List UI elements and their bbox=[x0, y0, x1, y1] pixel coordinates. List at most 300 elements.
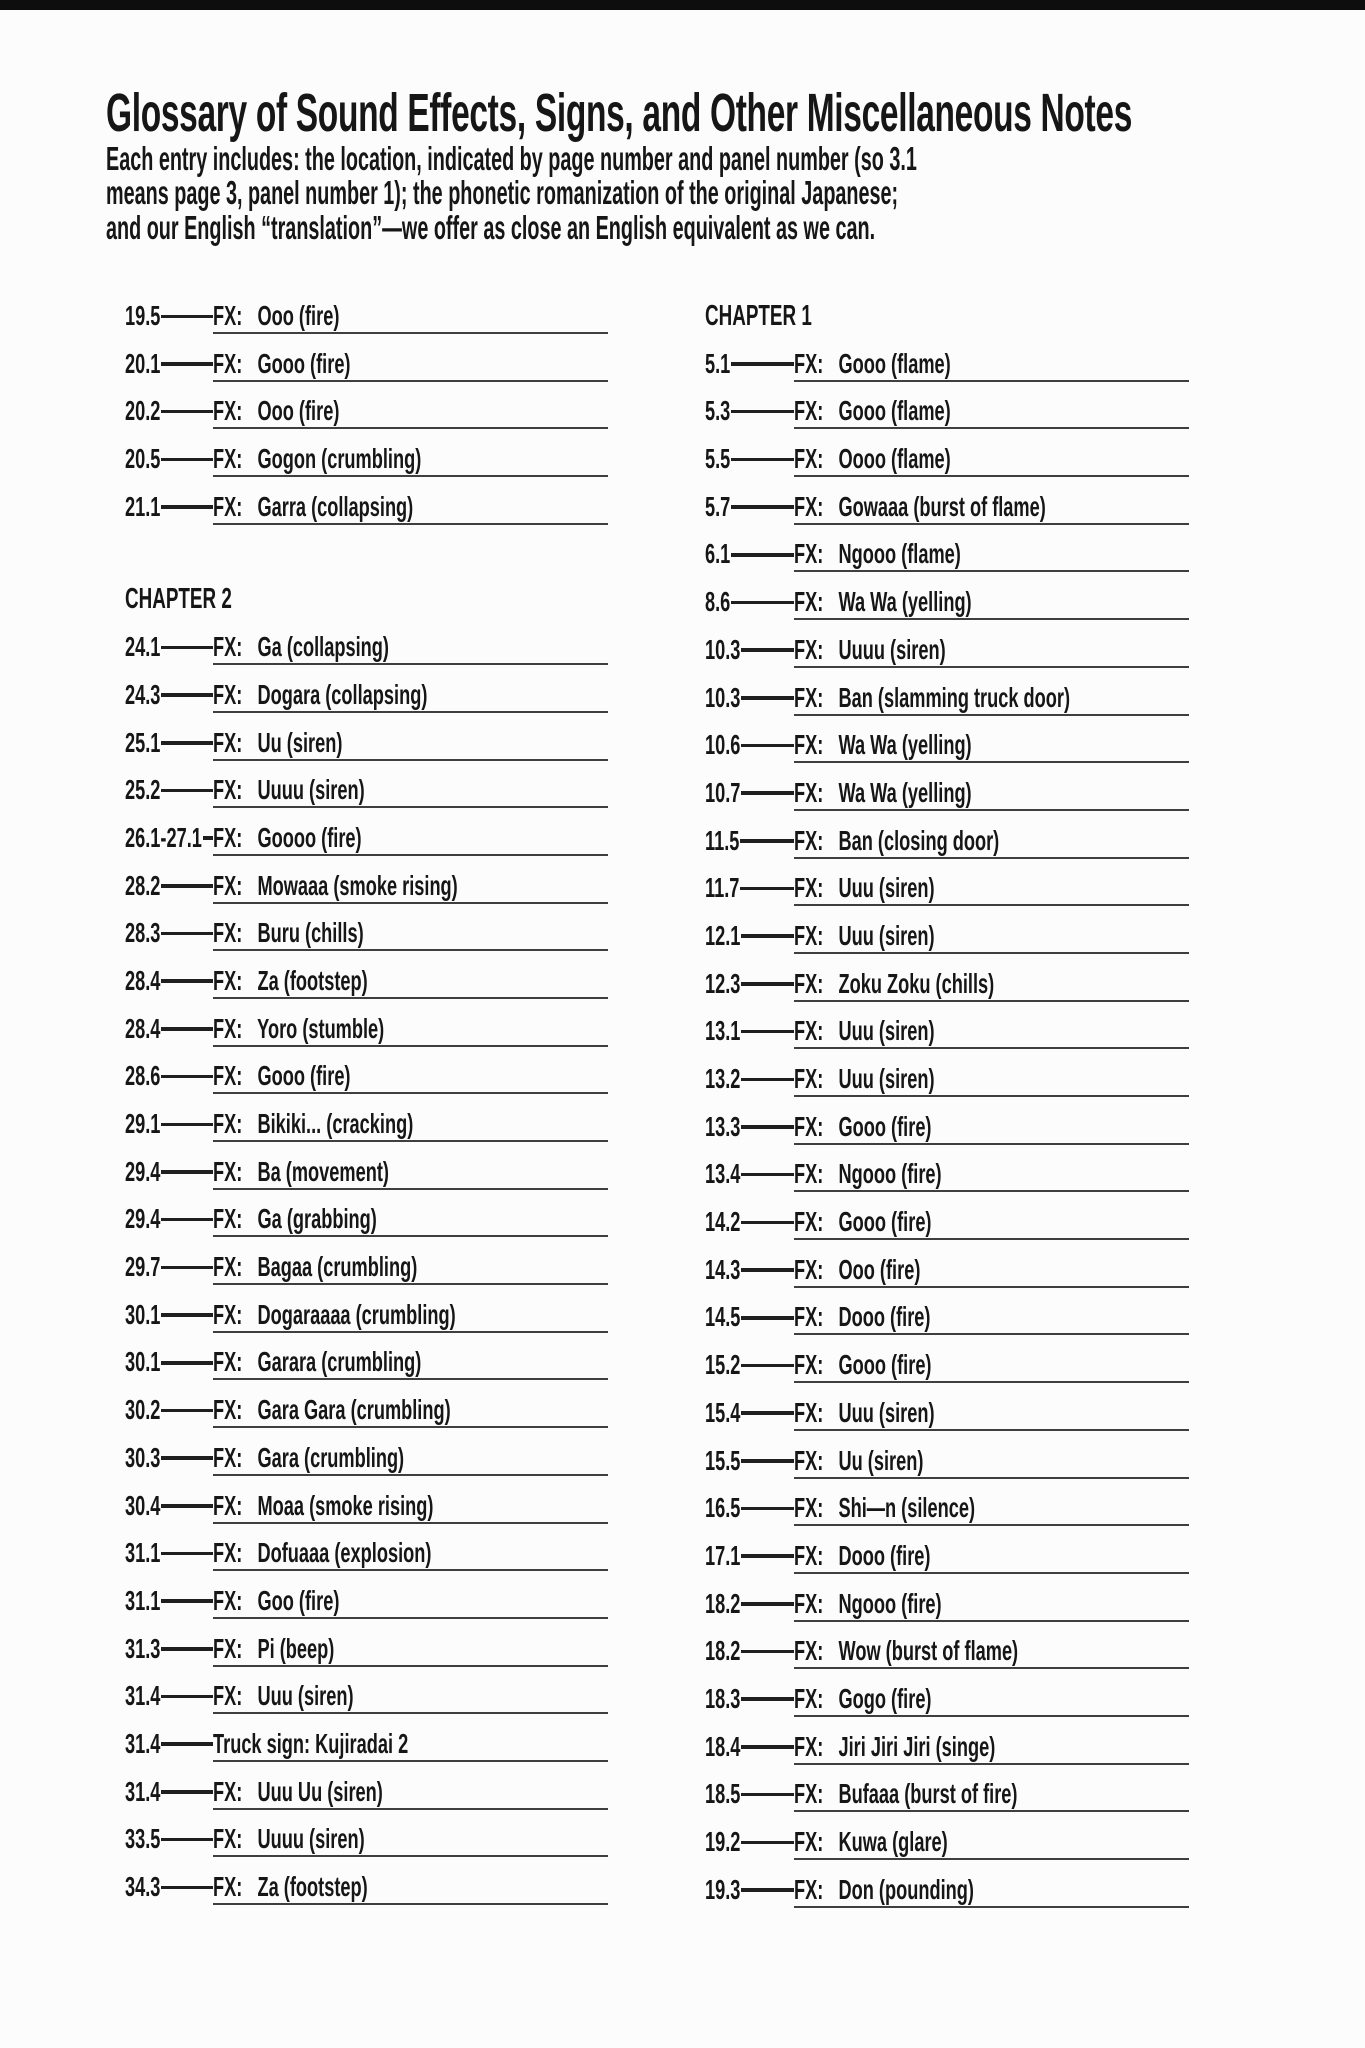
entry-text: FX: Gowaaa (burst of flame) bbox=[794, 490, 1046, 522]
entry-page-panel-number: 30.4 bbox=[125, 1489, 161, 1521]
entry-text-underlined bbox=[794, 1206, 1189, 1240]
entry-text-underlined bbox=[794, 825, 1189, 859]
entry-text-underlined bbox=[213, 727, 608, 761]
entry-connector-line bbox=[161, 362, 213, 366]
entry-text: FX: Ngooo (fire) bbox=[794, 1587, 942, 1619]
entry-text-underlined bbox=[213, 1108, 608, 1142]
entry-text: FX: Uuu (siren) bbox=[794, 872, 935, 904]
glossary-entry-row bbox=[125, 1537, 608, 1585]
entry-text-underlined bbox=[213, 631, 608, 665]
entry-text-underlined bbox=[213, 1728, 608, 1762]
glossary-entry-row bbox=[705, 1015, 1189, 1063]
glossary-entry-row bbox=[125, 1823, 608, 1871]
glossary-entry-row bbox=[125, 1299, 608, 1347]
entry-text-underlined bbox=[794, 1158, 1189, 1192]
glossary-entry-row bbox=[125, 679, 608, 727]
entry-text-underlined bbox=[794, 491, 1189, 525]
entry-text: FX: Gogo (fire) bbox=[794, 1682, 932, 1714]
glossary-entry-row bbox=[125, 1680, 608, 1728]
entry-page-panel-number: 28.3 bbox=[125, 917, 161, 949]
entry-text-underlined bbox=[794, 1445, 1189, 1479]
entry-connector-line bbox=[161, 1647, 213, 1651]
entry-page-panel-number: 15.2 bbox=[705, 1349, 741, 1381]
page-title bbox=[106, 84, 1365, 142]
entry-text-underlined bbox=[213, 1394, 608, 1428]
entry-page-panel-number: 21.1 bbox=[125, 490, 161, 522]
entry-text-underlined bbox=[794, 729, 1189, 763]
entry-text: FX: Bagaa (crumbling) bbox=[213, 1251, 418, 1283]
entry-text: FX: Dooo (fire) bbox=[794, 1301, 931, 1333]
glossary-entry-row bbox=[705, 634, 1189, 682]
glossary-entry-row bbox=[125, 395, 608, 443]
entry-connector-line bbox=[741, 1316, 794, 1320]
right-column-entries bbox=[705, 348, 1189, 1922]
entry-text: FX: Ngooo (flame) bbox=[794, 538, 961, 570]
entry-page-panel-number: 19.5 bbox=[125, 300, 161, 331]
glossary-entry-row bbox=[705, 1111, 1189, 1159]
entry-text-underlined bbox=[213, 1346, 608, 1380]
entry-text-underlined bbox=[794, 1492, 1189, 1526]
entry-connector-line bbox=[161, 1170, 213, 1174]
glossary-entry-row bbox=[125, 631, 608, 679]
entry-page-panel-number: 11.5 bbox=[705, 824, 740, 856]
left-column-pre-entries bbox=[125, 300, 608, 538]
entry-text: FX: Uuuu (siren) bbox=[213, 1823, 365, 1855]
entry-text: FX: Bufaaa (burst of fire) bbox=[794, 1778, 1018, 1810]
entry-text: FX: Garra (collapsing) bbox=[213, 490, 414, 522]
entry-connector-line bbox=[161, 1313, 213, 1317]
entry-page-panel-number: 14.3 bbox=[705, 1253, 741, 1285]
entry-text-underlined bbox=[794, 1874, 1189, 1908]
entry-text: FX: Goooo (fire) bbox=[213, 821, 362, 853]
entry-connector-line bbox=[731, 458, 794, 462]
entry-page-panel-number: 20.2 bbox=[125, 395, 161, 427]
entry-page-panel-number: 28.4 bbox=[125, 964, 161, 996]
entry-connector-line bbox=[161, 1695, 213, 1699]
entry-text: FX: Dooo (fire) bbox=[794, 1539, 931, 1571]
entry-page-panel-number: 13.3 bbox=[705, 1110, 741, 1142]
entry-connector-line bbox=[161, 410, 213, 414]
glossary-entry-row bbox=[705, 443, 1189, 491]
entry-connector-line bbox=[731, 505, 794, 509]
entry-text: FX: Gooo (fire) bbox=[794, 1349, 932, 1381]
glossary-entry-row bbox=[705, 1683, 1189, 1731]
entry-connector-line bbox=[741, 1459, 794, 1463]
glossary-entry-row bbox=[705, 1874, 1189, 1922]
entry-page-panel-number: 30.1 bbox=[125, 1346, 161, 1378]
entry-page-panel-number: 13.1 bbox=[705, 1015, 741, 1047]
glossary-entry-row bbox=[125, 1156, 608, 1204]
entry-page-panel-number: 20.1 bbox=[125, 347, 161, 379]
entry-text-underlined bbox=[794, 634, 1189, 668]
entry-text: FX: Za (footstep) bbox=[213, 964, 368, 996]
entry-text: FX: Dogaraaaa (crumbling) bbox=[213, 1298, 456, 1330]
entry-text-underlined bbox=[213, 1633, 608, 1667]
glossary-entry-row bbox=[125, 443, 608, 491]
entry-connector-line bbox=[161, 505, 213, 509]
entry-page-panel-number: 29.4 bbox=[125, 1155, 161, 1187]
glossary-entry-row bbox=[125, 1871, 608, 1919]
glossary-entry-row bbox=[705, 1254, 1189, 1302]
entry-connector-line bbox=[161, 1790, 213, 1794]
entry-page-panel-number: 26.1-27.1 bbox=[125, 821, 202, 853]
entry-text-underlined bbox=[794, 1397, 1189, 1431]
entry-text-underlined bbox=[213, 1585, 608, 1619]
entry-connector-line bbox=[203, 836, 213, 840]
entry-connector-line bbox=[741, 648, 794, 652]
entry-text-underlined bbox=[213, 348, 608, 382]
entry-text: FX: Ngooo (fire) bbox=[794, 1158, 942, 1190]
entry-page-panel-number: 16.5 bbox=[705, 1492, 741, 1524]
glossary-entry-row bbox=[705, 1492, 1189, 1540]
page-top-edge-bar bbox=[0, 0, 1365, 10]
entry-text: FX: Gooo (fire) bbox=[213, 1060, 351, 1092]
entry-text-underlined bbox=[213, 443, 608, 477]
entry-text-underlined bbox=[794, 1063, 1189, 1097]
entry-page-panel-number: 20.5 bbox=[125, 443, 161, 475]
glossary-entry-row bbox=[125, 965, 608, 1013]
entry-page-panel-number: 31.3 bbox=[125, 1632, 161, 1664]
entry-page-panel-number: 30.1 bbox=[125, 1298, 161, 1330]
entry-text-underlined bbox=[213, 1013, 608, 1047]
glossary-entry-row bbox=[705, 1301, 1189, 1349]
column-gap bbox=[125, 538, 608, 583]
entry-page-panel-number: 10.6 bbox=[705, 729, 741, 761]
entry-page-panel-number: 34.3 bbox=[125, 1871, 161, 1902]
entry-text-underlined bbox=[794, 538, 1189, 572]
glossary-entry-row bbox=[705, 1063, 1189, 1111]
entry-page-panel-number: 31.4 bbox=[125, 1680, 161, 1712]
entry-page-panel-number: 18.2 bbox=[705, 1587, 741, 1619]
glossary-entry-row bbox=[125, 1728, 608, 1776]
entry-text: FX: Dofuaaa (explosion) bbox=[213, 1537, 432, 1569]
glossary-entry-row bbox=[125, 1203, 608, 1251]
entry-text: FX: Garara (crumbling) bbox=[213, 1346, 422, 1378]
glossary-entry-row bbox=[125, 1776, 608, 1824]
entry-text-underlined bbox=[213, 917, 608, 951]
entry-connector-line bbox=[161, 1504, 213, 1508]
glossary-entry-row bbox=[705, 1731, 1189, 1779]
entry-page-panel-number: 30.2 bbox=[125, 1394, 161, 1426]
glossary-entry-row bbox=[705, 1635, 1189, 1683]
glossary-entry-row bbox=[705, 538, 1189, 586]
entry-text: FX: Gooo (flame) bbox=[794, 347, 951, 379]
entry-connector-line bbox=[161, 789, 213, 793]
entry-text-underlined bbox=[213, 679, 608, 713]
entry-text: FX: Uuu (siren) bbox=[794, 1396, 935, 1428]
entry-text: FX: Gara (crumbling) bbox=[213, 1441, 405, 1473]
entry-connector-line bbox=[161, 932, 213, 936]
glossary-entry-row bbox=[705, 1397, 1189, 1445]
entry-text: FX: Gooo (fire) bbox=[794, 1206, 932, 1238]
glossary-entry-row bbox=[705, 1206, 1189, 1254]
entry-text-underlined bbox=[794, 1254, 1189, 1288]
entry-text-underlined bbox=[794, 395, 1189, 429]
glossary-entry-row bbox=[705, 395, 1189, 443]
entry-page-panel-number: 31.1 bbox=[125, 1584, 161, 1616]
entry-connector-line bbox=[741, 1030, 794, 1034]
entry-connector-line bbox=[741, 934, 794, 938]
entry-page-panel-number: 18.4 bbox=[705, 1730, 741, 1762]
entry-text-underlined bbox=[213, 1823, 608, 1857]
glossary-entry-row bbox=[125, 491, 608, 539]
entry-page-panel-number: 11.7 bbox=[705, 872, 740, 904]
entry-page-panel-number: 5.5 bbox=[705, 443, 731, 475]
entry-connector-line bbox=[741, 1507, 794, 1511]
glossary-entry-row bbox=[705, 1778, 1189, 1826]
entry-text: FX: Buru (chills) bbox=[213, 917, 364, 949]
entry-text: FX: Uuu (siren) bbox=[794, 1063, 935, 1094]
entry-text: FX: Zoku Zoku (chills) bbox=[794, 967, 995, 999]
entry-page-panel-number: 24.1 bbox=[125, 631, 161, 663]
entry-text: FX: Goo (fire) bbox=[213, 1584, 340, 1616]
glossary-entry-row bbox=[125, 1442, 608, 1490]
page-title-text: Glossary of Sound Effects, Signs, and Other Miscellaneous Notes bbox=[106, 83, 1133, 143]
entry-page-panel-number: 33.5 bbox=[125, 1823, 161, 1855]
entry-text: FX: Wa Wa (yelling) bbox=[794, 729, 972, 761]
entry-text: FX: Jiri Jiri Jiri (singe) bbox=[794, 1730, 996, 1762]
entry-connector-line bbox=[740, 839, 794, 843]
entry-text: FX: Wow (burst of flame) bbox=[794, 1635, 1019, 1667]
entry-connector-line bbox=[161, 1599, 213, 1603]
entry-connector-line bbox=[741, 1697, 794, 1701]
entry-text: FX: Dogara (collapsing) bbox=[213, 678, 428, 710]
glossary-entry-row bbox=[125, 1490, 608, 1538]
glossary-entry-row bbox=[125, 348, 608, 396]
glossary-entry-row bbox=[125, 1060, 608, 1108]
left-column-entries bbox=[125, 631, 608, 1919]
entry-text: FX: Uuu (siren) bbox=[794, 919, 935, 951]
glossary-entry-row bbox=[705, 1349, 1189, 1397]
entry-text-underlined bbox=[794, 1826, 1189, 1860]
entry-text: FX: Uu (siren) bbox=[213, 726, 343, 758]
entry-connector-line bbox=[741, 1364, 794, 1368]
entry-text-underlined bbox=[213, 1203, 608, 1237]
glossary-entry-row bbox=[705, 586, 1189, 634]
entry-text: FX: Ban (slamming truck door) bbox=[794, 681, 1071, 713]
glossary-entry-row bbox=[125, 727, 608, 775]
intro-line: Each entry includes: the location, indicated by page number and panel number (so 3.1 bbox=[106, 140, 917, 177]
entry-connector-line bbox=[161, 1266, 213, 1270]
entry-connector-line bbox=[161, 315, 213, 319]
entry-text: FX: Gogon (crumbling) bbox=[213, 443, 422, 475]
entry-text-underlined bbox=[213, 1299, 608, 1333]
entry-connector-line bbox=[741, 1650, 794, 1654]
entry-text: FX: Uuu Uu (siren) bbox=[213, 1775, 383, 1807]
intro-line: and our English “translation”—we offer as close an English equivalent as we can. bbox=[106, 208, 876, 246]
entry-page-panel-number: 5.1 bbox=[705, 347, 731, 379]
entry-text: FX: Uuu (siren) bbox=[794, 1015, 935, 1047]
entry-text-underlined bbox=[213, 1871, 608, 1905]
entry-text-underlined bbox=[794, 1301, 1189, 1335]
entry-text: FX: Ooo (fire) bbox=[794, 1253, 921, 1285]
entry-text-underlined bbox=[794, 1778, 1189, 1812]
entry-text: FX: Gooo (fire) bbox=[794, 1110, 932, 1142]
entry-connector-line bbox=[161, 979, 213, 983]
entry-page-panel-number: 18.3 bbox=[705, 1682, 741, 1714]
entry-text-underlined bbox=[213, 1680, 608, 1714]
entry-connector-line bbox=[161, 693, 213, 697]
entry-text-underlined bbox=[794, 443, 1189, 477]
entry-text-underlined bbox=[794, 586, 1189, 620]
entry-connector-line bbox=[161, 1409, 213, 1413]
entry-connector-line bbox=[161, 1361, 213, 1365]
glossary-entry-row bbox=[705, 777, 1189, 825]
glossary-entry-row bbox=[705, 491, 1189, 539]
entry-text: FX: Kuwa (glare) bbox=[794, 1826, 948, 1857]
entry-text-underlined bbox=[794, 968, 1189, 1002]
entry-text-underlined bbox=[794, 1635, 1189, 1669]
entry-connector-line bbox=[731, 601, 794, 605]
entry-connector-line bbox=[161, 741, 213, 745]
entry-page-panel-number: 6.1 bbox=[705, 538, 731, 570]
glossary-entry-row bbox=[125, 774, 608, 822]
entry-page-panel-number: 31.4 bbox=[125, 1727, 161, 1759]
glossary-entry-row bbox=[125, 1394, 608, 1442]
entry-text-underlined bbox=[213, 1776, 608, 1810]
glossary-entry-row bbox=[705, 872, 1189, 920]
entry-connector-line bbox=[741, 1841, 794, 1845]
entry-text: FX: Pi (beep) bbox=[213, 1632, 335, 1664]
chapter-1-heading: CHAPTER 1 bbox=[705, 299, 812, 332]
glossary-entry-row bbox=[125, 870, 608, 918]
entry-text-underlined bbox=[794, 777, 1189, 811]
entry-page-panel-number: 28.2 bbox=[125, 869, 161, 901]
entry-page-panel-number: 14.5 bbox=[705, 1301, 741, 1333]
entry-connector-line bbox=[161, 1886, 213, 1890]
entry-page-panel-number: 13.2 bbox=[705, 1063, 741, 1094]
entry-page-panel-number: 29.7 bbox=[125, 1251, 161, 1283]
entry-text-underlined bbox=[213, 1251, 608, 1285]
entry-page-panel-number: 24.3 bbox=[125, 678, 161, 710]
entry-page-panel-number: 19.2 bbox=[705, 1826, 741, 1857]
entry-connector-line bbox=[741, 1745, 794, 1749]
entry-text-underlined bbox=[794, 1540, 1189, 1574]
entry-text-underlined bbox=[794, 920, 1189, 954]
entry-text-underlined bbox=[213, 1156, 608, 1190]
entry-page-panel-number: 12.3 bbox=[705, 967, 741, 999]
glossary-entry-row bbox=[705, 1826, 1189, 1874]
glossary-entry-row bbox=[125, 1108, 608, 1156]
entry-text-underlined bbox=[213, 395, 608, 429]
entry-connector-line bbox=[741, 1173, 794, 1177]
entry-connector-line bbox=[741, 1268, 794, 1272]
entry-text: FX: Gara Gara (crumbling) bbox=[213, 1394, 451, 1426]
entry-text: FX: Moaa (smoke rising) bbox=[213, 1489, 434, 1521]
entry-page-panel-number: 15.5 bbox=[705, 1444, 741, 1476]
entry-text-underlined bbox=[213, 774, 608, 808]
entry-page-panel-number: 31.4 bbox=[125, 1775, 161, 1807]
entry-connector-line bbox=[161, 1456, 213, 1460]
entry-text-underlined bbox=[794, 682, 1189, 716]
entry-text-underlined bbox=[213, 965, 608, 999]
entry-page-panel-number: 25.1 bbox=[125, 726, 161, 758]
entry-page-panel-number: 10.7 bbox=[705, 776, 741, 808]
entry-text: FX: Za (footstep) bbox=[213, 1871, 368, 1902]
entry-connector-line bbox=[741, 1793, 794, 1797]
entry-text: FX: Shi—n (silence) bbox=[794, 1492, 976, 1524]
glossary-entry-row bbox=[705, 1158, 1189, 1206]
entry-page-panel-number: 28.4 bbox=[125, 1012, 161, 1044]
entry-page-panel-number: 17.1 bbox=[705, 1539, 741, 1571]
entry-connector-line bbox=[161, 884, 213, 888]
entry-text: FX: Ooo (fire) bbox=[213, 300, 340, 331]
glossary-entry-row bbox=[125, 1585, 608, 1633]
left-column bbox=[125, 300, 608, 1919]
entry-text-underlined bbox=[794, 1588, 1189, 1622]
glossary-entry-row bbox=[705, 1588, 1189, 1636]
entry-text: FX: Wa Wa (yelling) bbox=[794, 776, 972, 808]
entry-connector-line bbox=[161, 458, 213, 462]
glossary-entry-row bbox=[125, 300, 608, 348]
glossary-entry-row bbox=[705, 920, 1189, 968]
entry-page-panel-number: 5.7 bbox=[705, 490, 731, 522]
entry-connector-line bbox=[731, 553, 794, 557]
entry-text: FX: Ban (closing door) bbox=[794, 824, 1000, 856]
entry-page-panel-number: 12.1 bbox=[705, 919, 741, 951]
entry-text-underlined bbox=[213, 491, 608, 525]
entry-page-panel-number: 10.3 bbox=[705, 633, 741, 665]
entry-text: FX: Yoro (stumble) bbox=[213, 1012, 385, 1044]
entry-connector-line bbox=[731, 362, 794, 366]
entry-text-underlined bbox=[794, 872, 1189, 906]
glossary-entry-row bbox=[705, 968, 1189, 1016]
entry-connector-line bbox=[741, 1554, 794, 1558]
entry-connector-line bbox=[161, 1075, 213, 1079]
entry-text-underlined bbox=[213, 822, 608, 856]
entry-page-panel-number: 18.2 bbox=[705, 1635, 741, 1667]
entry-connector-line bbox=[741, 791, 794, 795]
entry-connector-line bbox=[741, 744, 794, 748]
entry-text-underlined bbox=[794, 1731, 1189, 1765]
intro-line: means page 3, panel number 1); the phonetic romanization of the original Japanese; bbox=[106, 174, 899, 212]
entry-connector-line bbox=[741, 1602, 794, 1606]
entry-text: Truck sign: Kujiradai 2 bbox=[213, 1727, 409, 1759]
glossary-entry-row bbox=[125, 1013, 608, 1061]
entry-text: FX: Ooo (fire) bbox=[213, 395, 340, 427]
entry-page-panel-number: 13.4 bbox=[705, 1158, 741, 1190]
entry-connector-line bbox=[740, 887, 794, 891]
entry-text: FX: Uuu (siren) bbox=[213, 1680, 354, 1712]
entry-connector-line bbox=[161, 646, 213, 650]
entry-text-underlined bbox=[794, 1015, 1189, 1049]
entry-connector-line bbox=[161, 1552, 213, 1556]
entry-text: FX: Gooo (flame) bbox=[794, 395, 951, 427]
glossary-entry-row bbox=[705, 1445, 1189, 1493]
entry-connector-line bbox=[741, 1411, 794, 1415]
entry-connector-line bbox=[161, 1838, 213, 1842]
entry-text: FX: Mowaaa (smoke rising) bbox=[213, 869, 458, 901]
entry-text: FX: Uuuu (siren) bbox=[213, 774, 365, 806]
entry-text-underlined bbox=[794, 1349, 1189, 1383]
entry-page-panel-number: 15.4 bbox=[705, 1396, 741, 1428]
entry-text-underlined bbox=[213, 870, 608, 904]
entry-text: FX: Ba (movement) bbox=[213, 1155, 389, 1187]
entry-page-panel-number: 14.2 bbox=[705, 1206, 741, 1238]
entry-connector-line bbox=[161, 1742, 213, 1746]
entry-connector-line bbox=[741, 1125, 794, 1129]
entry-text: FX: Bikiki... (cracking) bbox=[213, 1108, 414, 1139]
entry-page-panel-number: 18.5 bbox=[705, 1778, 741, 1810]
entry-page-panel-number: 29.4 bbox=[125, 1203, 161, 1235]
entry-page-panel-number: 31.1 bbox=[125, 1537, 161, 1569]
glossary-entry-row bbox=[125, 917, 608, 965]
glossary-entry-row bbox=[705, 682, 1189, 730]
entry-text-underlined bbox=[213, 1060, 608, 1094]
glossary-entry-row bbox=[125, 1346, 608, 1394]
entry-page-panel-number: 8.6 bbox=[705, 586, 731, 618]
entry-text-underlined bbox=[213, 1490, 608, 1524]
